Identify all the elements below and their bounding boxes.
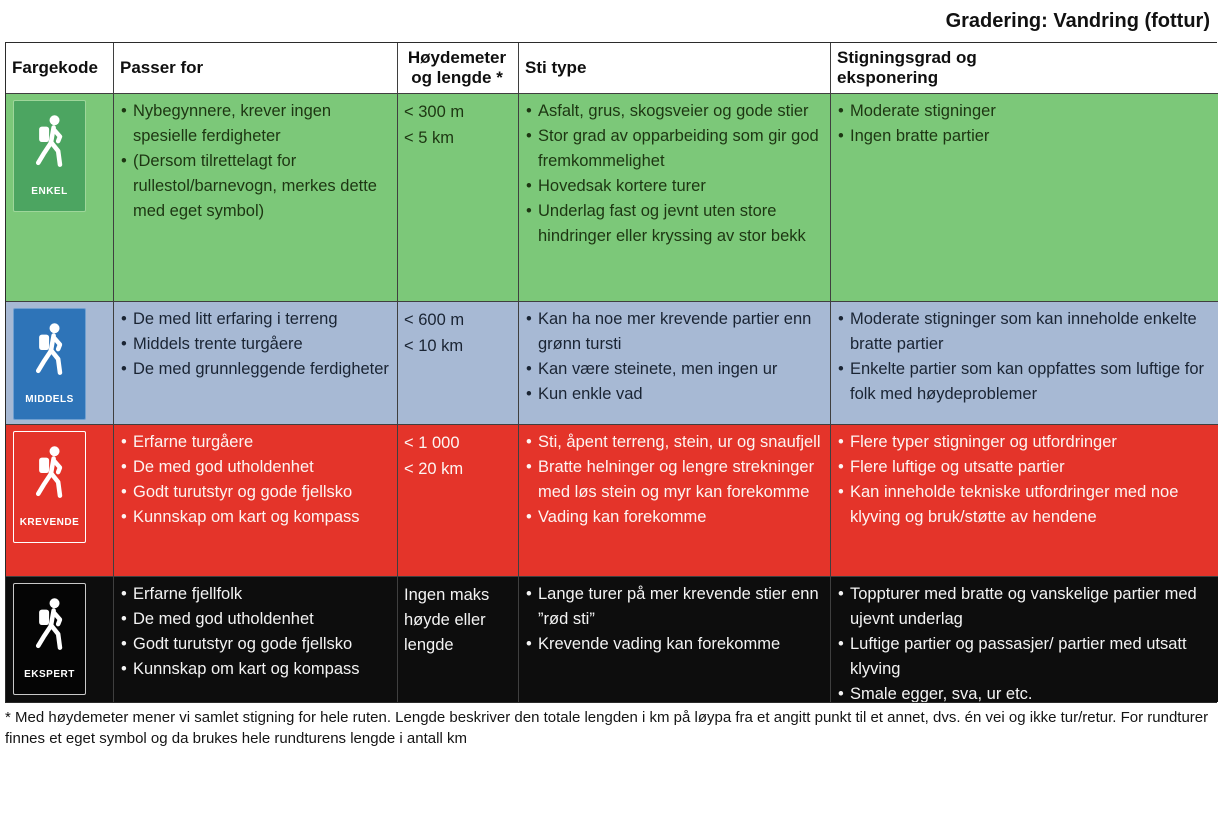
footnote: * Med høydemeter mener vi samlet stigning for hele ruten. Lengde beskriver den totale lengden i km på løypa fra et angitt punkt til et annet, dvs. én vei og ikke tur/retur. For rundturer finnes et eget symbol og da brukes hele rundturens lengde i antall km <box>5 709 1209 747</box>
bullet-item: • Sti, åpent terreng, stein, ur og snaufjell <box>525 430 822 455</box>
bullet-item: • Erfarne fjellfolk <box>120 582 389 607</box>
fargekode-cell-middels <box>6 302 114 425</box>
fargekode-cell-enkel <box>6 94 114 302</box>
bullet-item: • De med god utholdenhet <box>120 455 389 480</box>
header-fargekode: Fargekode <box>6 43 114 94</box>
bullet-item: • Asfalt, grus, skogsveier og gode stier <box>525 99 822 124</box>
limit-line: < 300 m <box>404 103 465 121</box>
header-stigningsgrad <box>831 43 1218 94</box>
passer-for-cell-krevende <box>114 425 398 577</box>
hiker-icon <box>28 113 72 171</box>
stigning-cell-krevende <box>831 425 1218 577</box>
bullet-item: • Godt turutstyr og gode fjellsko <box>120 480 389 505</box>
bullet-item: • Nybegynnere, krever ingen spesielle ferdigheter <box>120 99 389 149</box>
limit-line: < 1 000 <box>404 434 460 452</box>
bullet-item: • Middels trente turgåere <box>120 332 389 357</box>
bullet-item: • Erfarne turgåere <box>120 430 389 455</box>
hiker-icon <box>28 321 72 379</box>
bullet-item: • Enkelte partier som kan oppfattes som luftige for folk med høydeproblemer <box>837 357 1210 407</box>
hiker-icon <box>28 596 72 654</box>
bullet-item: • Flere luftige og utsatte partier <box>837 455 1210 480</box>
header-stigningsgrad-label: Stigningsgrad og eksponering <box>837 47 977 87</box>
hoydemeter-cell-enkel <box>398 94 519 302</box>
bullet-item: • Toppturer med bratte og vanskelige partier med ujevnt underlag <box>837 582 1210 632</box>
header-passer-for: Passer for <box>114 43 398 94</box>
bullet-item: • Kunnskap om kart og kompass <box>120 657 389 682</box>
stigning-cell-middels <box>831 302 1218 425</box>
hoydemeter-cell-ekspert <box>398 577 519 702</box>
bullet-item: • Flere typer stigninger og utfordringer <box>837 430 1210 455</box>
bullet-item: • Kan ha noe mer krevende partier enn grønn tursti <box>525 307 822 357</box>
bullet-item: • Hovedsak kortere turer <box>525 174 822 199</box>
sti-type-cell-krevende <box>519 425 831 577</box>
bullet-item: • Moderate stigninger som kan inneholde enkelte bratte partier <box>837 307 1210 357</box>
page-title: Gradering: Vandring (fottur) <box>945 10 1210 32</box>
trail-badge-middels <box>13 308 86 420</box>
header-sti-type: Sti type <box>519 43 831 94</box>
bullet-item: • Bratte helninger og lengre strekninger med løs stein og myr kan forekomme <box>525 455 822 505</box>
bullet-item: • Lange turer på mer krevende stier enn ”rød sti” <box>525 582 822 632</box>
badge-label: ENKEL <box>31 186 68 197</box>
badge-label: KREVENDE <box>19 517 80 528</box>
hoydemeter-cell-krevende <box>398 425 519 577</box>
limit-line: < 5 km <box>404 129 454 147</box>
passer-for-cell-enkel <box>114 94 398 302</box>
bullet-item: • De med god utholdenhet <box>120 607 389 632</box>
limit-line: < 600 m <box>404 311 465 329</box>
bullet-item: • Kan inneholde tekniske utfordringer med noe klyving og bruk/støtte av hendene <box>837 480 1210 530</box>
sti-type-cell-enkel <box>519 94 831 302</box>
bullet-item: • Ingen bratte partier <box>837 124 1210 149</box>
bullet-item: • Vading kan forekomme <box>525 505 822 530</box>
bullet-item: • (Dersom tilrettelagt for rullestol/barnevogn, merkes dette med eget symbol) <box>120 149 389 224</box>
grading-table <box>5 42 1217 703</box>
bullet-item: • Kun enkle vad <box>525 382 822 407</box>
header-hoydemeter: Høydemeter og lengde * <box>398 43 519 94</box>
bullet-item: • De med litt erfaring i terreng <box>120 307 389 332</box>
bullet-item: • Kunnskap om kart og kompass <box>120 505 389 530</box>
limit-line: < 10 km <box>404 337 464 355</box>
passer-for-cell-middels <box>114 302 398 425</box>
bullet-item: • Underlag fast og jevnt uten store hindringer eller kryssing av stor bekk <box>525 199 822 249</box>
bullet-item: • De med grunnleggende ferdigheter <box>120 357 389 382</box>
bullet-item: • Smale egger, sva, ur etc. <box>837 682 1210 702</box>
trail-badge-krevende <box>13 431 86 543</box>
sti-type-cell-ekspert <box>519 577 831 702</box>
stigning-cell-enkel <box>831 94 1218 302</box>
passer-for-cell-ekspert <box>114 577 398 702</box>
bullet-item: • Luftige partier og passasjer/ partier med utsatt klyving <box>837 632 1210 682</box>
badge-label: MIDDELS <box>25 394 74 405</box>
bullet-item: • Stor grad av opparbeiding som gir god fremkommelighet <box>525 124 822 174</box>
bullet-item: • Godt turutstyr og gode fjellsko <box>120 632 389 657</box>
bullet-item: • Kan være steinete, men ingen ur <box>525 357 822 382</box>
hoydemeter-cell-middels <box>398 302 519 425</box>
hiker-icon <box>28 444 72 502</box>
limit-line: Ingen maks høyde eller lengde <box>404 586 490 654</box>
fargekode-cell-krevende <box>6 425 114 577</box>
stigning-cell-ekspert <box>831 577 1218 702</box>
bullet-item: • Krevende vading kan forekomme <box>525 632 822 657</box>
trail-badge-enkel <box>13 100 86 212</box>
limit-line: < 20 km <box>404 460 464 478</box>
bullet-item: • Moderate stigninger <box>837 99 1210 124</box>
sti-type-cell-middels <box>519 302 831 425</box>
fargekode-cell-ekspert <box>6 577 114 702</box>
badge-label: EKSPERT <box>24 669 75 680</box>
trail-badge-ekspert <box>13 583 86 695</box>
